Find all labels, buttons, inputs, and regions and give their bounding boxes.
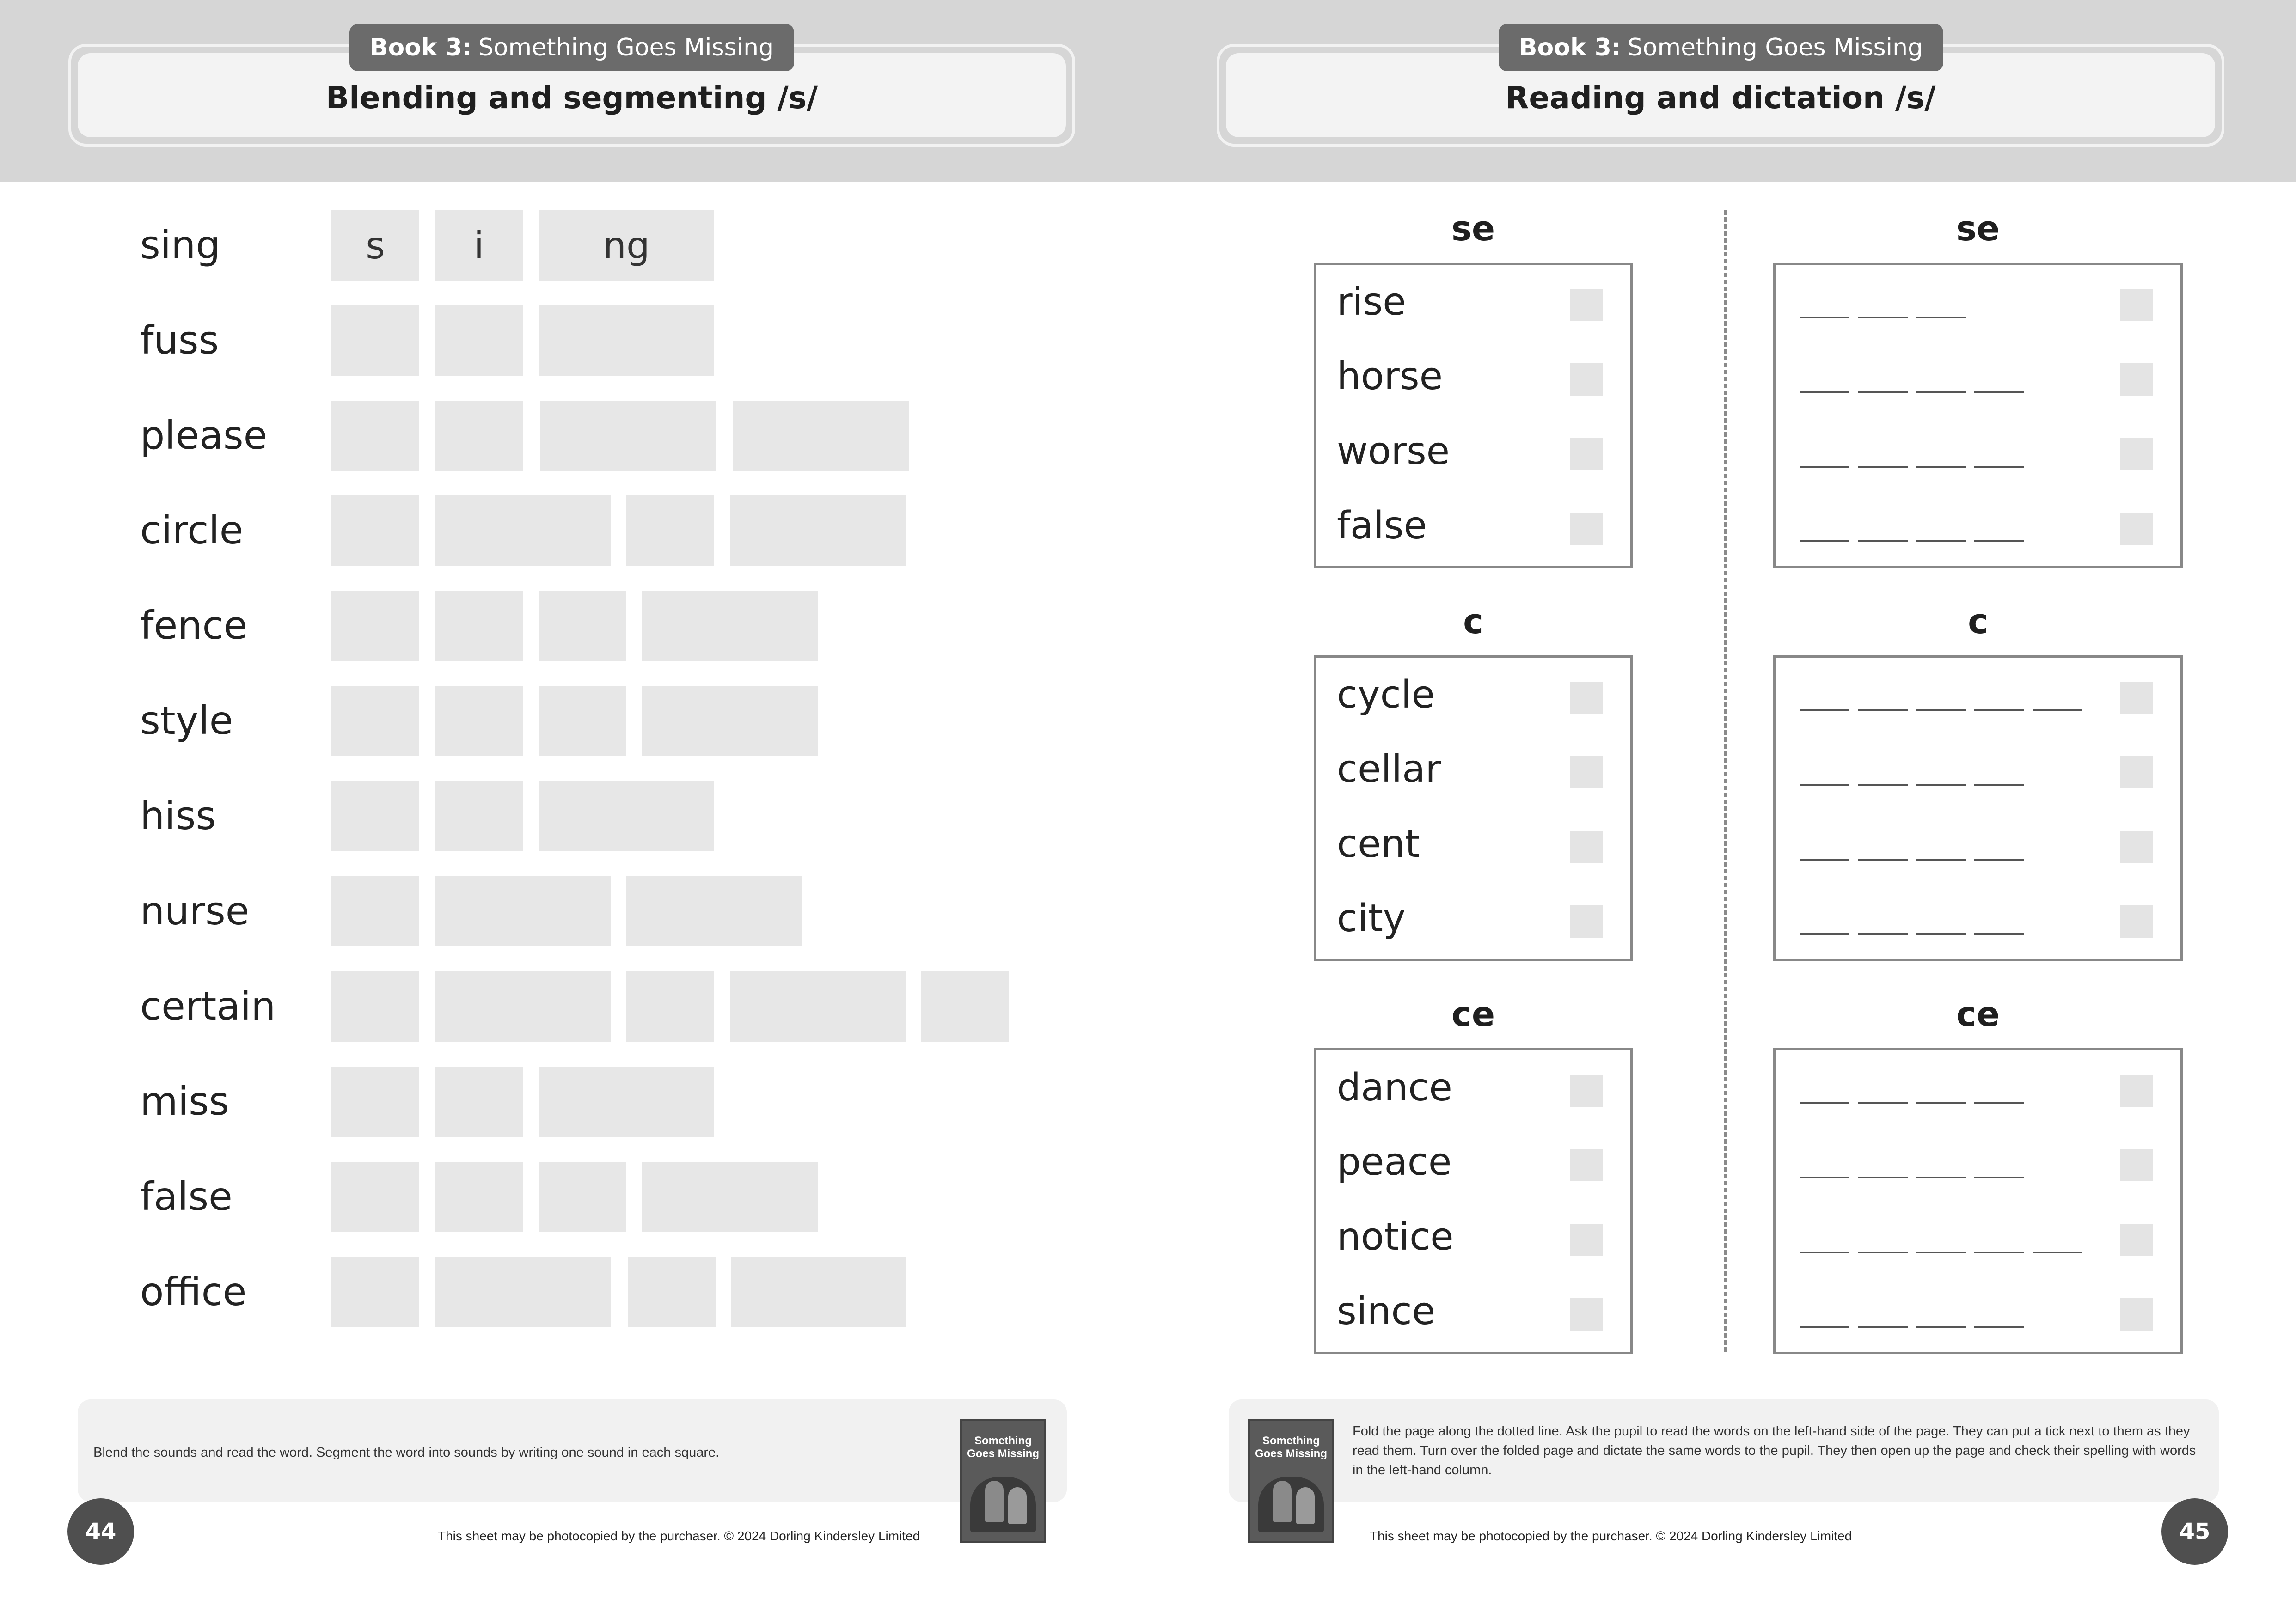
right-book-label <box>1499 24 1943 71</box>
dictation-line[interactable] <box>1800 1177 1849 1178</box>
left-book-number: Book 3: <box>369 34 472 61</box>
word-label: circle <box>140 507 244 553</box>
fold-line <box>1724 210 1727 1352</box>
dictation-line[interactable] <box>1974 709 2024 711</box>
sound-box[interactable] <box>628 1257 716 1327</box>
sound-box[interactable] <box>331 971 419 1042</box>
dictation-panel <box>1773 1048 2183 1354</box>
sound-box[interactable] <box>642 1162 818 1232</box>
tick-box[interactable] <box>1570 289 1603 321</box>
reading-word-panel <box>1314 655 1633 961</box>
dictation-line[interactable] <box>1800 466 1849 468</box>
dictation-line[interactable] <box>1974 1326 2024 1328</box>
right-heading: Reading and dictation /s/ <box>1226 53 2215 137</box>
sound-box[interactable] <box>331 686 419 756</box>
left-instruction-box <box>78 1399 1067 1502</box>
word-label: miss <box>140 1079 229 1124</box>
dictation-line[interactable] <box>1800 1326 1849 1328</box>
right-book-number: Book 3: <box>1518 34 1621 61</box>
word-label: false <box>140 1174 233 1219</box>
sound-box[interactable] <box>435 401 523 471</box>
tick-box[interactable] <box>2120 1075 2153 1107</box>
dictation-line[interactable] <box>1858 1177 1908 1178</box>
tick-box[interactable] <box>1570 682 1603 714</box>
sound-box[interactable]: s <box>331 210 419 281</box>
sound-box[interactable] <box>331 1067 419 1137</box>
word-label: nurse <box>140 888 250 934</box>
dictation-line[interactable] <box>1858 466 1908 468</box>
left-cover-figure-2 <box>1008 1487 1027 1524</box>
dictation-line[interactable] <box>1800 540 1849 542</box>
sound-box[interactable] <box>539 686 626 756</box>
sound-box[interactable] <box>331 591 419 661</box>
dictation-line[interactable] <box>1916 859 1966 861</box>
word-label: sing <box>140 222 220 268</box>
reading-word: peace <box>1337 1140 1452 1184</box>
dictation-line[interactable] <box>1800 317 1849 318</box>
reading-word: worse <box>1337 429 1450 473</box>
dictation-line[interactable] <box>1974 391 2024 393</box>
right-copyright: This sheet may be photocopied by the purchaser. © 2024 Dorling Kindersley Limited <box>1370 1529 1852 1543</box>
dictation-line[interactable] <box>1800 1102 1849 1104</box>
dictation-line[interactable] <box>1974 933 2024 935</box>
sound-box[interactable] <box>539 1067 714 1137</box>
dictation-line[interactable] <box>1916 1326 1966 1328</box>
sound-box[interactable] <box>733 401 909 471</box>
dictation-line[interactable] <box>1800 1252 1849 1253</box>
dictation-line[interactable] <box>1800 784 1849 786</box>
tick-box[interactable] <box>1570 363 1603 396</box>
dictation-line[interactable] <box>1974 784 2024 786</box>
dictation-line[interactable] <box>1800 709 1849 711</box>
dictation-line[interactable] <box>1916 933 1966 935</box>
dictation-line[interactable] <box>1974 1177 2024 1178</box>
right-instruction-box <box>1229 1399 2219 1502</box>
reading-word: cycle <box>1337 673 1435 717</box>
tick-box[interactable] <box>2120 289 2153 321</box>
left-heading: Blending and segmenting /s/ <box>78 53 1066 137</box>
dictation-line[interactable] <box>1858 859 1908 861</box>
sound-box[interactable] <box>730 971 906 1042</box>
tick-box[interactable] <box>1570 1298 1603 1331</box>
dictation-line[interactable] <box>1916 1252 1966 1253</box>
reading-word: horse <box>1337 354 1443 398</box>
tick-box[interactable] <box>1570 1075 1603 1107</box>
left-spelling-heading: c <box>1463 602 1483 641</box>
sound-box[interactable] <box>435 1067 523 1137</box>
tick-box[interactable] <box>1570 1149 1603 1181</box>
right-cover-title: Something Goes Missing <box>1255 1435 1328 1460</box>
tick-box[interactable] <box>2120 1224 2153 1256</box>
tick-box[interactable] <box>2120 438 2153 470</box>
dictation-line[interactable] <box>1858 540 1908 542</box>
dictation-line[interactable] <box>1916 709 1966 711</box>
dictation-line[interactable] <box>1858 1326 1908 1328</box>
sound-box[interactable]: i <box>435 210 523 281</box>
sound-box[interactable] <box>435 686 523 756</box>
dictation-line[interactable] <box>1858 1252 1908 1253</box>
right-cover-figure-2 <box>1296 1487 1315 1524</box>
dictation-line[interactable] <box>1916 1102 1966 1104</box>
dictation-line[interactable] <box>1858 391 1908 393</box>
dictation-line[interactable] <box>2033 1252 2082 1253</box>
right-spelling-heading: se <box>1956 209 2000 249</box>
tick-box[interactable] <box>2120 756 2153 788</box>
dictation-line[interactable] <box>1858 317 1908 318</box>
dictation-panel <box>1773 655 2183 961</box>
word-label: style <box>140 698 233 743</box>
sound-box[interactable] <box>435 1257 611 1327</box>
sound-box[interactable] <box>642 591 818 661</box>
left-instruction-text: Blend the sounds and read the word. Segment the word into sounds by writing one sound in each square. <box>93 1445 720 1460</box>
dictation-line[interactable] <box>1974 1102 2024 1104</box>
dictation-line[interactable] <box>1916 317 1966 318</box>
sound-box[interactable] <box>331 495 419 566</box>
reading-word: since <box>1337 1289 1436 1333</box>
sound-box[interactable] <box>435 305 523 376</box>
sound-box[interactable] <box>731 1257 906 1327</box>
sound-box[interactable] <box>331 1257 419 1327</box>
word-label: office <box>140 1269 247 1314</box>
sound-box[interactable] <box>626 876 802 946</box>
word-label: fence <box>140 603 248 648</box>
sound-box[interactable] <box>331 876 419 946</box>
tick-box[interactable] <box>2120 905 2153 938</box>
sound-box[interactable] <box>626 971 714 1042</box>
sound-box[interactable] <box>435 876 611 946</box>
tick-box[interactable] <box>2120 363 2153 396</box>
reading-word: false <box>1337 504 1427 548</box>
reading-word-panel <box>1314 263 1633 568</box>
left-copyright: This sheet may be photocopied by the purchaser. © 2024 Dorling Kindersley Limited <box>438 1529 920 1543</box>
tick-box[interactable] <box>1570 905 1603 938</box>
tick-box[interactable] <box>1570 831 1603 863</box>
dictation-line[interactable] <box>1800 933 1849 935</box>
left-book-label <box>349 24 794 71</box>
sound-box[interactable] <box>642 686 818 756</box>
dictation-line[interactable] <box>1858 933 1908 935</box>
word-label: hiss <box>140 793 216 838</box>
reading-word: rise <box>1337 280 1406 324</box>
sound-box[interactable] <box>435 781 523 851</box>
dictation-line[interactable] <box>1858 1102 1908 1104</box>
sound-box[interactable] <box>539 1162 626 1232</box>
sound-box[interactable] <box>435 495 611 566</box>
right-cover-figure <box>1273 1481 1292 1522</box>
sound-box[interactable] <box>921 971 1009 1042</box>
dictation-line[interactable] <box>1916 540 1966 542</box>
dictation-line[interactable] <box>1916 466 1966 468</box>
tick-box[interactable] <box>2120 831 2153 863</box>
dictation-line[interactable] <box>1916 1177 1966 1178</box>
left-page-number: 44 <box>67 1498 134 1565</box>
sound-box[interactable] <box>331 401 419 471</box>
right-spelling-heading: ce <box>1956 995 2000 1034</box>
left-spelling-heading: se <box>1451 209 1495 249</box>
reading-word: cent <box>1337 822 1420 866</box>
sound-box[interactable] <box>626 495 714 566</box>
reading-word: cellar <box>1337 747 1441 791</box>
dictation-line[interactable] <box>2033 709 2082 711</box>
dictation-line[interactable] <box>1800 391 1849 393</box>
sound-box[interactable]: ng <box>539 210 714 281</box>
sound-box[interactable] <box>435 591 523 661</box>
dictation-line[interactable] <box>1800 859 1849 861</box>
reading-word-panel <box>1314 1048 1633 1354</box>
tick-box[interactable] <box>1570 1224 1603 1256</box>
dictation-line[interactable] <box>1974 859 2024 861</box>
sound-box[interactable] <box>435 1162 523 1232</box>
left-spelling-heading: ce <box>1451 995 1495 1034</box>
tick-box[interactable] <box>1570 756 1603 788</box>
dictation-panel <box>1773 263 2183 568</box>
sound-box[interactable] <box>540 401 716 471</box>
dictation-line[interactable] <box>1916 784 1966 786</box>
word-label: certain <box>140 983 276 1029</box>
reading-word: notice <box>1337 1215 1454 1259</box>
sound-box[interactable] <box>539 781 714 851</box>
left-book-title: Something Goes Missing <box>478 34 774 61</box>
dictation-line[interactable] <box>1974 1252 2024 1253</box>
word-label: please <box>140 413 268 458</box>
right-page-number: 45 <box>2161 1498 2228 1565</box>
right-instruction-text: Fold the page along the dotted line. Ask the pupil to read the words on the left-hand side of the page. They can put a tick next to them as they read them. Turn over the folded page and dictate the same words to the pupil. They then open up the page and check their spelling with words in the left-hand column. <box>1353 1424 2196 1478</box>
sound-box[interactable] <box>435 971 611 1042</box>
dictation-line[interactable] <box>1974 466 2024 468</box>
reading-word: dance <box>1337 1066 1452 1110</box>
sound-box[interactable] <box>539 305 714 376</box>
dictation-line[interactable] <box>1974 540 2024 542</box>
sound-box[interactable] <box>539 591 626 661</box>
right-book-cover-image <box>1248 1419 1334 1543</box>
left-book-cover-image <box>960 1419 1046 1543</box>
dictation-line[interactable] <box>1858 709 1908 711</box>
sound-box[interactable] <box>331 305 419 376</box>
reading-word: city <box>1337 897 1406 940</box>
sound-box[interactable] <box>331 781 419 851</box>
tick-box[interactable] <box>2120 513 2153 545</box>
sound-box[interactable] <box>730 495 906 566</box>
word-label: fuss <box>140 317 219 363</box>
tick-box[interactable] <box>1570 513 1603 545</box>
dictation-line[interactable] <box>1858 784 1908 786</box>
sound-box[interactable] <box>331 1162 419 1232</box>
left-cover-title: Something Goes Missing <box>967 1435 1040 1460</box>
right-book-title: Something Goes Missing <box>1627 34 1923 61</box>
right-spelling-heading: c <box>1968 602 1988 641</box>
tick-box[interactable] <box>2120 1298 2153 1331</box>
tick-box[interactable] <box>1570 438 1603 470</box>
tick-box[interactable] <box>2120 1149 2153 1181</box>
tick-box[interactable] <box>2120 682 2153 714</box>
left-cover-figure <box>985 1481 1004 1522</box>
dictation-line[interactable] <box>1916 391 1966 393</box>
